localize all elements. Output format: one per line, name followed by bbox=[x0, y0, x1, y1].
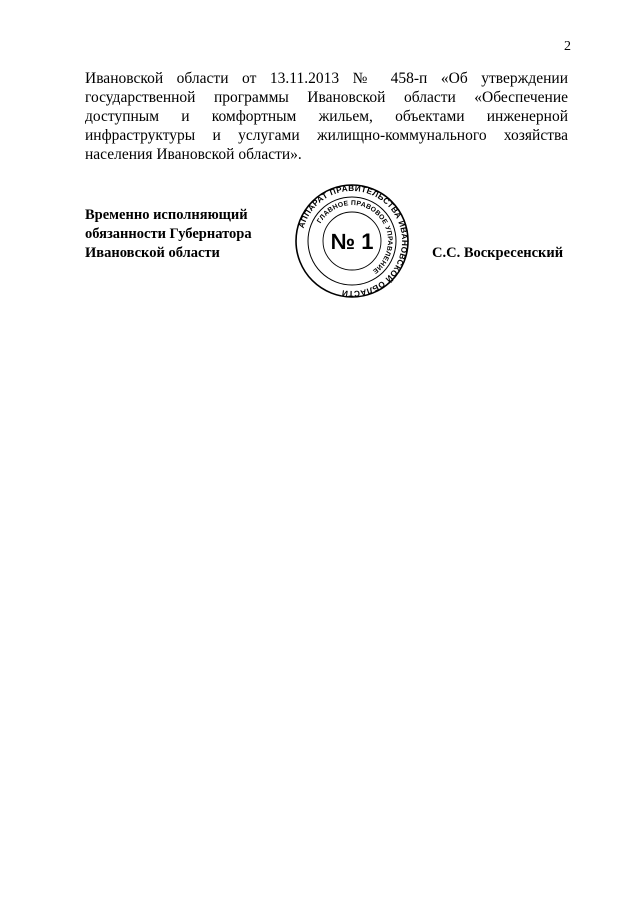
signer-name: С.С. Воскресенский bbox=[432, 245, 564, 261]
official-seal-stamp bbox=[288, 184, 416, 298]
seal-inner-text-path: ГЛАВНОЕ ПРАВОВОЕ УПРАВЛЕНИЕ bbox=[316, 199, 394, 275]
signatory-title bbox=[85, 206, 252, 263]
signatory-title-line-1: Временно исполняющий bbox=[85, 207, 248, 223]
signatory-title-line-3: Ивановской области bbox=[85, 245, 220, 261]
document-body-text: Ивановской области от 13.11.2013 № 458-п «Об утверждении государственной программы Ивановской области «Обеспечение доступным и комфортным жильем, объектами инженерной инфраструктуры и услугами жилищно-коммунального хозяйства населения Ивановской области». bbox=[85, 70, 568, 163]
seal-center-number: № 1 bbox=[330, 229, 374, 254]
signatory-title-line-2: обязанности Губернатора bbox=[85, 226, 252, 242]
page-number: 2 bbox=[564, 39, 571, 54]
seal-outer-text-path: АППАРАТ ПРАВИТЕЛЬСТВА ИВАНОВСКОЙ ОБЛАСТИ bbox=[296, 184, 410, 298]
